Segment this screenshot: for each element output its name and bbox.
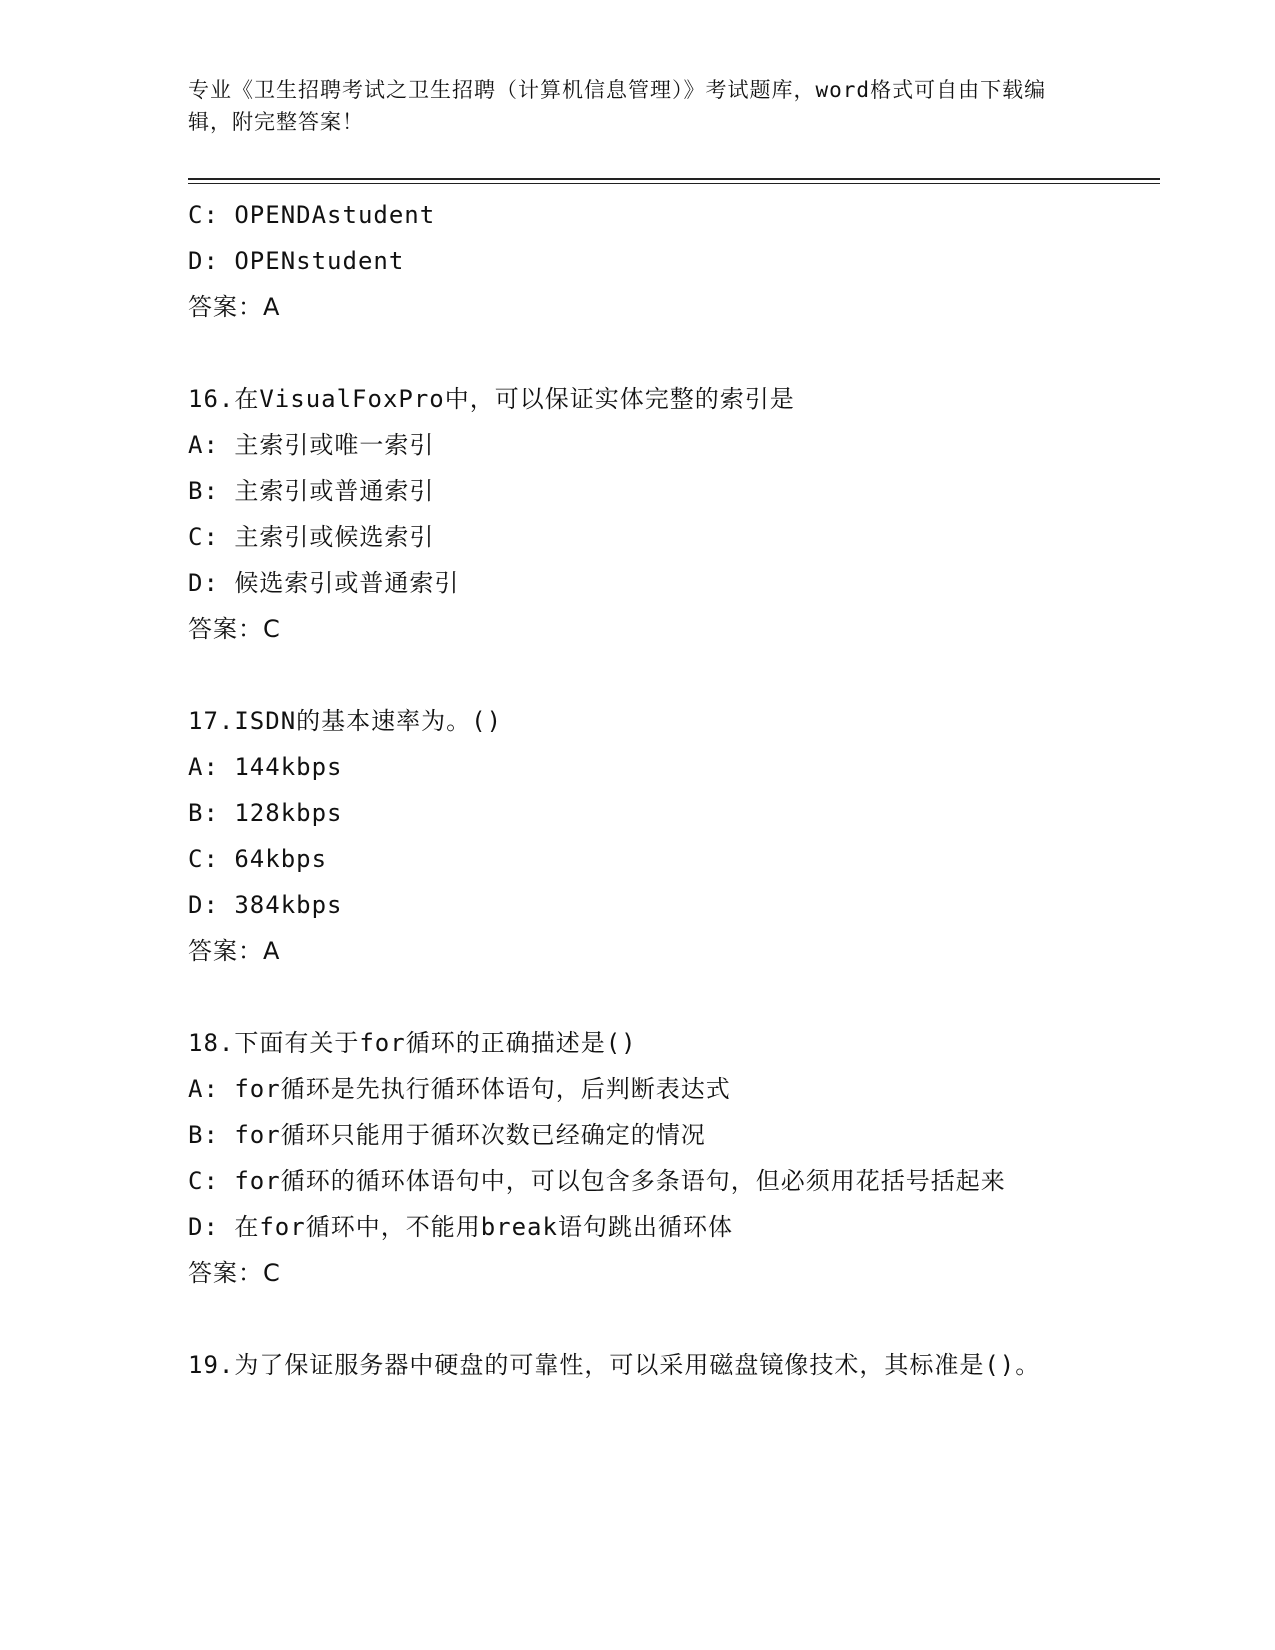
option: B: for循环只能用于循环次数已经确定的情况 xyxy=(188,1121,706,1149)
answer: 答案：C xyxy=(188,1259,281,1287)
option: B: 128kbps xyxy=(188,799,343,827)
option: A: 主索引或唯一索引 xyxy=(188,431,435,459)
question-text: 17.ISDN的基本速率为。() xyxy=(188,707,503,735)
option: A: for循环是先执行循环体语句，后判断表达式 xyxy=(188,1075,731,1103)
option: A: 144kbps xyxy=(188,753,343,781)
option: D: OPENstudent xyxy=(188,247,405,275)
option: C: for循环的循环体语句中，可以包含多条语句，但必须用花括号括起来 xyxy=(188,1167,1006,1195)
page-header: 专业《卫生招聘考试之卫生招聘（计算机信息管理）》考试题库，word格式可自由下载编辑，附完整答案！ xyxy=(188,78,1047,134)
option: B: 主索引或普通索引 xyxy=(188,477,435,505)
option: D: 384kbps xyxy=(188,891,343,919)
question-text: 16.在VisualFoxPro中，可以保证实体完整的索引是 xyxy=(188,385,795,413)
question-text: 18.下面有关于for循环的正确描述是() xyxy=(188,1029,637,1057)
option: D: 候选索引或普通索引 xyxy=(188,569,460,597)
option: D: 在for循环中，不能用break语句跳出循环体 xyxy=(188,1213,733,1241)
question-text: 19.为了保证服务器中硬盘的可靠性，可以采用磁盘镜像技术，其标准是()。 xyxy=(188,1351,1041,1379)
answer: 答案：C xyxy=(188,615,281,643)
answer: 答案：A xyxy=(188,937,281,965)
header-rule-thin xyxy=(188,183,1160,184)
option: C: 主索引或候选索引 xyxy=(188,523,435,551)
option: C: 64kbps xyxy=(188,845,328,873)
answer: 答案：A xyxy=(188,293,281,321)
question-list xyxy=(188,192,1088,1388)
option: C: OPENDAstudent xyxy=(188,201,436,229)
header-rule xyxy=(188,178,1160,180)
